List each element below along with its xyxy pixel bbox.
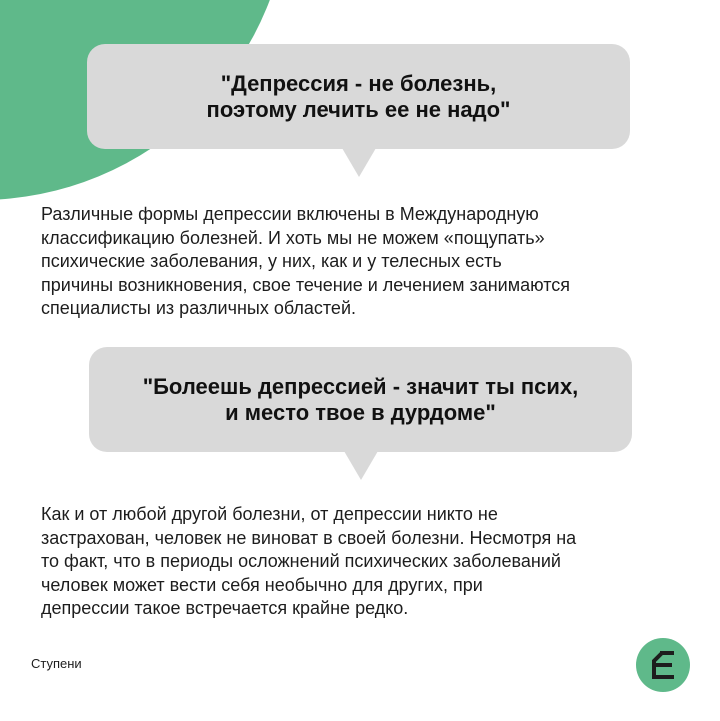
speech-bubble-myth-1	[87, 44, 630, 149]
answer-paragraph-1: Различные формы депрессии включены в Международную классификацию болезней. И хоть мы не можем «пощупать» психические заболевания, у них, как и у телесных есть причины возникновения, свое течение и лечением занимаются специалисты из различных областей.	[41, 204, 570, 318]
answer-paragraph-2: Как и от любой другой болезни, от депрессии никто не застрахован, человек не виноват в своей болезни. Несмотря на то факт, что в периоды осложнений психических заболеваний человек может вести себя необычно для других, при депрессии такое встречается крайне редко.	[41, 504, 577, 618]
stupeni-logo-icon	[636, 638, 690, 692]
brand-name: Ступени	[31, 656, 82, 671]
myth-1-text: "Депрессия - не болезнь, поэтому лечить ее не надо"	[206, 70, 511, 122]
logo-glyph-icon	[650, 651, 676, 679]
myth-2-text: "Болеешь депрессией - значит ты псих, и место твое в дурдоме"	[142, 373, 579, 425]
speech-bubble-myth-2	[89, 347, 632, 452]
